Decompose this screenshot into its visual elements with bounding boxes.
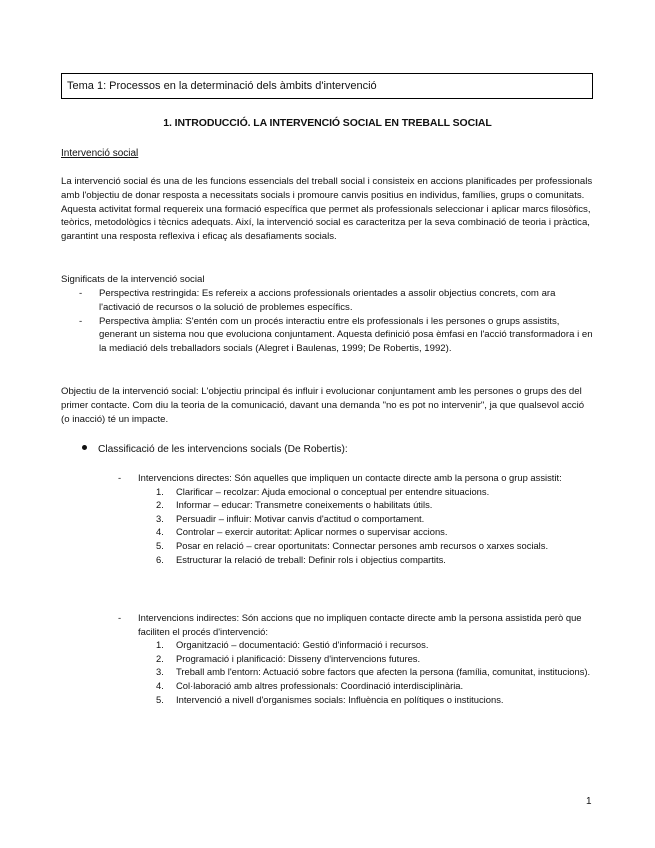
dash-marker: - — [118, 472, 122, 483]
meaning-restricted: Perspectiva restringida: Es refereix a accions professionals orientades a assolir objectius concrets, com ara l'activació de recursos o la solució de problemes específics. — [99, 288, 556, 313]
list-item — [118, 539, 596, 553]
item-number: 2. — [156, 499, 164, 511]
item-number: 1. — [156, 639, 164, 651]
item-number: 4. — [156, 526, 164, 538]
topic-header-box: Tema 1: Processos en la determinació dels àmbits d'intervenció — [61, 73, 593, 99]
list-item — [118, 525, 596, 539]
item-number: 3. — [156, 512, 164, 524]
list-item — [118, 652, 596, 666]
item-number: 5. — [156, 539, 164, 551]
subsection-heading: Intervenció social — [61, 148, 139, 159]
list-item — [61, 287, 593, 315]
dash-marker: - — [79, 288, 83, 299]
indirect-heading-text: Intervencions indirectes: Són accions que no impliquen contacte directe amb la persona assistida però que faciliten el procés d'intervenció: — [138, 612, 582, 637]
intro-paragraph: La intervenció social és una de les funcions essencials del treball social i consisteix en accions planificades per professionals amb l'objectiu de donar resposta a necessitats socials i promoure canvis positius en individus, famílies, grups o comunitats. Aquesta activitat formal requereix una formació específica que permet als professionals seleccionar i aplicar marcs filosòfics, teòrics, metodològics i tècnics adequats. Així, la intervenció social es caracteritza per la seva combinació de teoria i pràctica, garantint una resposta reflexiva i eficaç als desafiaments socials. — [61, 176, 593, 243]
direct-heading-text: Intervencions directes: Són aquelles que impliquen un contacte directe amb la persona o grup assistit: — [138, 472, 562, 483]
list-item — [61, 315, 593, 356]
classification-heading-text: Classificació de les intervencions socials (De Robertis): — [98, 444, 348, 455]
list-item — [118, 679, 596, 693]
indirect-list — [118, 638, 596, 706]
indirect-heading — [118, 611, 596, 638]
item-number: 3. — [156, 666, 164, 678]
item-number: 5. — [156, 693, 164, 705]
classification-heading — [82, 443, 348, 457]
page-number: 1 — [586, 796, 592, 807]
list-item — [118, 638, 596, 652]
list-item — [118, 553, 596, 567]
dash-marker: - — [79, 315, 83, 327]
meaning-broad: Perspectiva àmplia: S'entén com un procés interactiu entre els professionals i les persones o grups assistits, generant un sistema nou que evoluciona conjuntament. Aquesta definició posa èmfasi en l'acció transformadora i en la mediació dels treballadors socials (Alegret i Baulenas, 1999; De Robertis, 1992). — [99, 315, 593, 355]
list-item — [118, 693, 596, 707]
meanings-list — [61, 287, 593, 356]
item-text: Programació i planificació: Disseny d'intervencions futures. — [176, 652, 421, 664]
item-number: 6. — [156, 553, 164, 565]
item-text: Treball amb l'entorn: Actuació sobre factors que afecten la persona (família, comunitat, institucions). — [176, 666, 591, 678]
meanings-heading: Significats de la intervenció social — [61, 274, 205, 285]
dash-marker: - — [118, 612, 122, 623]
item-text: Col·laboració amb altres professionals: Coordinació interdisciplinària. — [176, 679, 464, 691]
item-text: Clarificar – recolzar: Ajuda emocional o conceptual per entendre situacions. — [176, 485, 490, 497]
section-title: 1. INTRODUCCIÓ. LA INTERVENCIÓ SOCIAL EN TREBALL SOCIAL — [163, 117, 492, 129]
list-item — [118, 485, 596, 499]
item-number: 4. — [156, 679, 164, 691]
item-text: Posar en relació – crear oportunitats: Connectar persones amb recursos o xarxes socials. — [176, 539, 549, 551]
item-number: 2. — [156, 652, 164, 664]
list-item — [118, 512, 596, 526]
list-item — [118, 498, 596, 512]
item-text: Intervenció a nivell d'organismes socials: Influència en polítiques o institucions. — [176, 693, 504, 705]
item-text: Informar – educar: Transmetre coneixements o habilitats útils. — [176, 499, 433, 511]
direct-list — [118, 485, 596, 567]
list-item — [118, 665, 596, 679]
objective-paragraph: Objectiu de la intervenció social: L'objectiu principal és influir i evolucionar conjuntament amb les persones o grups des del primer contacte. Com diu la teoria de la comunicació, davant una demanda "no es pot no intervenir", ja que qualsevol acció (o inacció) té un impacte. — [61, 386, 585, 425]
bullet-dot — [82, 445, 87, 450]
indirect-interventions — [118, 611, 596, 706]
direct-interventions — [118, 471, 596, 566]
item-number: 1. — [156, 485, 164, 497]
item-text: Estructurar la relació de treball: Definir rols i objectius compartits. — [176, 553, 446, 565]
direct-heading — [118, 471, 596, 485]
item-text: Persuadir – influir: Motivar canvis d'actitud o comportament. — [176, 512, 425, 524]
item-text: Organització – documentació: Gestió d'informació i recursos. — [176, 639, 429, 651]
item-text: Controlar – exercir autoritat: Aplicar normes o supervisar accions. — [176, 526, 448, 538]
